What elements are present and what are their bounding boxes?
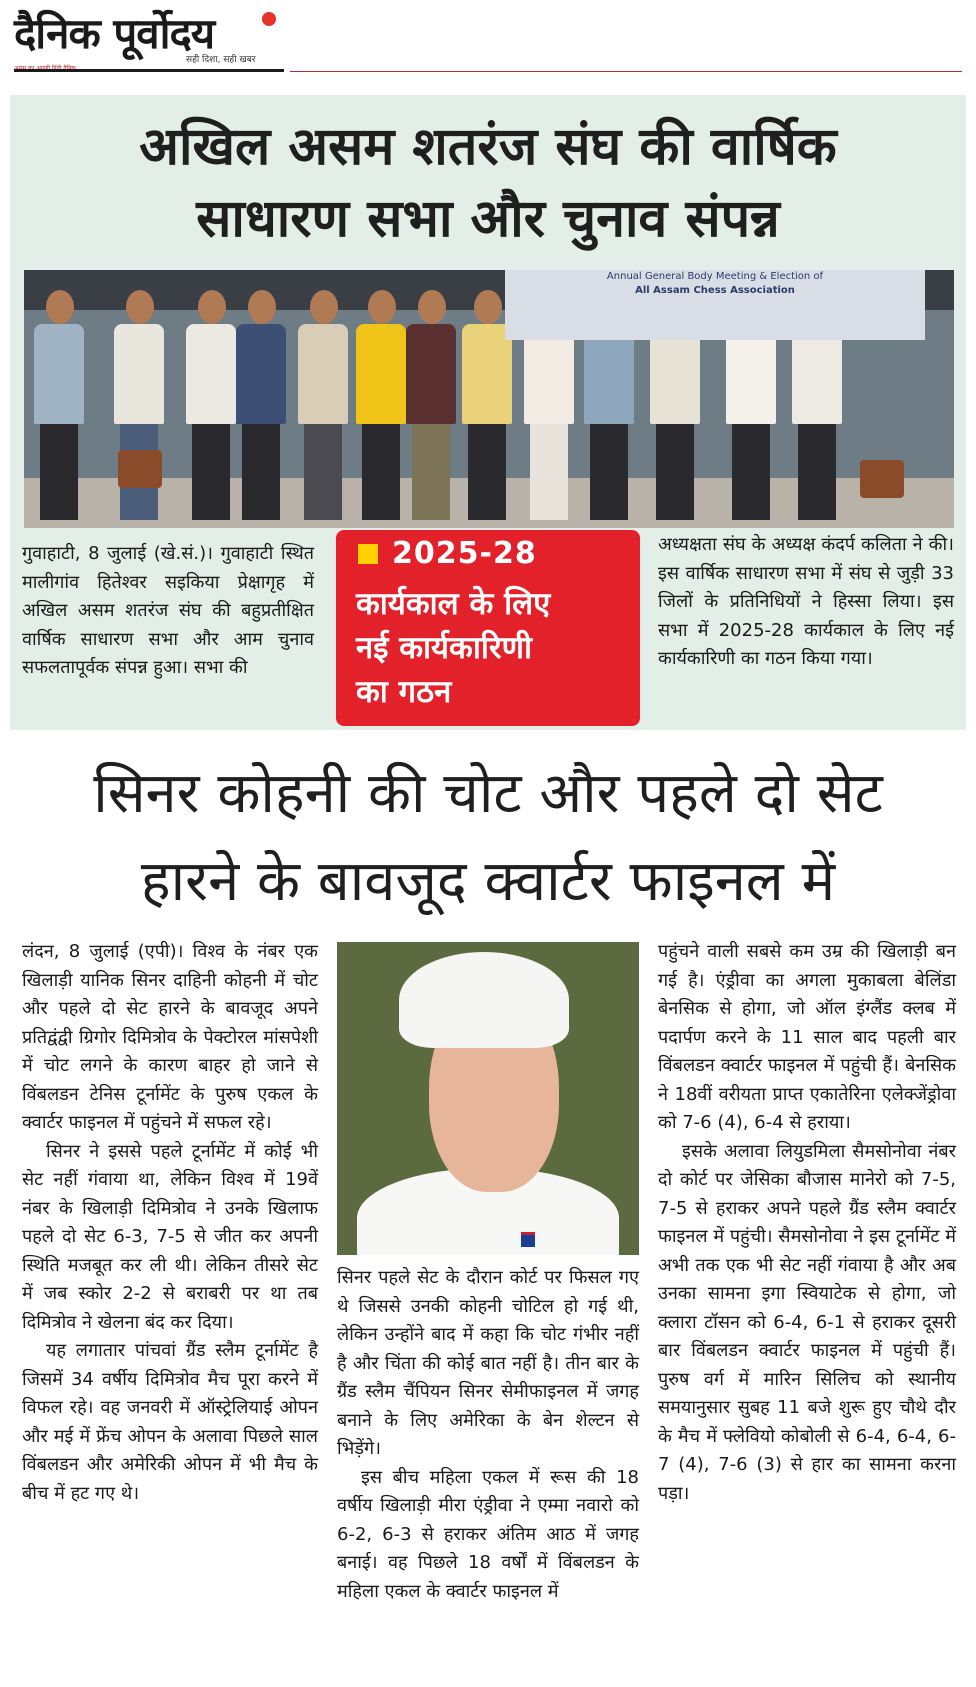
photo-cap [399,952,569,1048]
highlight-square-icon [358,544,378,564]
masthead-rule [14,69,284,72]
photo-bag [860,460,904,498]
highlight-line3: का गठन [356,674,452,710]
tennis-paragraph: सिनर पहले सेट के दौरान कोर्ट पर फिसल गए थे जिससे उनकी कोहनी चोटिल हो गई थी, लेकिन उन्होंने बाद में कहा कि चोट गंभीर नहीं है और चिंता की कोई बात नहीं है। तीन बार के ग्रैंड स्लैम चैंपियन सिनर सेमीफाइनल में जगह बनाने के लिए अमेरिका के बेन शेल्टन से भिड़ेंगे। [337,1267,639,1459]
shirt-logo-icon [521,1232,535,1247]
highlight-line2: नई कार्यकारिणी [356,630,533,666]
tennis-paragraph: लंदन, 8 जुलाई (एपी)। विश्व के नंबर एक खिलाड़ी यानिक सिनर दाहिनी कोहनी में चोट और पहले दो सेट हारने के बावजूद अपने प्रतिद्वंद्वी ग्रिगोर दिमित्रोव के पेक्टोरल मांसपेशी में चोट लगने के कारण बाहर हो जाने से विंबलडन टेनिस टूर्नामेंट के पुरुष एकल के क्वार्टर फाइनल में पहुंचने में सफल रहे। [22,941,318,1133]
highlight-line1: कार्यकाल के लिए [356,586,551,622]
tennis-paragraph: इस बीच महिला एकल में रूस की 18 वर्षीय खिलाड़ी मीरा एंड्रीवा ने एम्मा नवारो को 6-2, 6-3 से हराकर अंतिम आठ में जगह बनाई। वह पिछले 18 वर्षों में विंबलडन के महिला एकल के क्वार्टर फाइनल में [337,1466,639,1602]
tennis-paragraph: यह लगातार पांचवां ग्रैंड स्लैम टूर्नामेंट है जिसमें 34 वर्षीय दिमित्रोव मैच पूरा करने में विफल रहे। वह जनवरी में ऑस्ट्रेलियाई ओपन और मई में फ्रेंच ओपन के अलावा पिछले साल विंबलडन और अमेरिकी ओपन में भी मैच के बीच में हट गए थे। [22,1340,318,1504]
tennis-headline-line1: सिनर कोहनी की चोट और पहले दो सेट [93,761,883,826]
photo-person [234,290,288,520]
newspaper-title: दैनिक पूर्वोदय [14,9,215,58]
masthead [0,0,976,74]
chess-text-3: अध्यक्षता संघ के अध्यक्ष कंदर्प कलिता ने की। इस वार्षिक साधारण सभा में संघ से जुड़ी 33 जिलों के प्रतिनिधियों ने हिस्सा लिया। इस सभा में 2025-28 कार्यकाल के लिए नई कार्यकारिणी का गठन किया गया। [658,534,954,669]
chess-headline-line1: अखिल असम शतरंज संघ की वार्षिक [139,117,837,177]
masthead-divider [290,71,962,72]
photo-person [296,290,350,520]
tennis-column-1 [22,938,318,1508]
highlight-year: 2025-28 [392,536,537,571]
photo-person [32,290,86,520]
photo-person [404,290,458,520]
tennis-paragraph: सिनर ने इससे पहले टूर्नामेंट में कोई भी सेट नहीं गंवाया था, लेकिन विश्व में 19वें नंबर के खिलाड़ी दिमित्रोव ने उनके खिलाफ पहले दो सेट 6-3, 7-5 से जीत कर अपनी स्थिति मजबूत कर ली थी। लेकिन तीसरे सेट में जब स्कोर 2-2 से बराबरी पर था तब दिमित्रोव ने खेलना बंद कर दिया। [22,1140,318,1333]
photo-person [184,290,238,520]
chess-headline-line2: साधारण सभा और चुनाव संपन्न [196,189,780,249]
chess-column-3 [658,531,954,674]
sinner-photo [337,942,639,1255]
tennis-paragraph: इसके अलावा लियुडमिला सैमसोनोवा नंबर दो कोर्ट पर जेसिका बौजास मानेरो को 7-5, 7-5 से हराकर अपने पहले ग्रैंड स्लैम क्वार्टर फाइनल में पहुंची। सैमसोनोवा ने इस टूर्नामेंट में अभी तक एक भी सेट नहीं गंवाया है और अब उनका सामना इगा स्वियाटेक से होगा, जो क्लारा टॉसन को 6-4, 6-1 से हराकर दूसरी बार विंबलडन क्वार्टर फाइनल में पहुंची हैं। पुरुष वर्ग में मारिन सिलिच को स्थानीय समयानुसार सुबह 11 बजे शुरू हुए चौथे दौर के मैच में फ्लेवियो कोबोली से 6-4, 6-4, 6-7 (4), 7-6 (3) से हार का सामना करना पड़ा। [658,1140,956,1504]
tennis-headline-line2: हारने के बावजूद क्वार्टर फाइनल में [140,849,836,914]
highlight-box [336,530,640,726]
photo-person [354,290,408,520]
tennis-column-2 [337,1264,639,1606]
banner-line: Annual General Body Meeting & Election of [606,271,824,282]
newspaper-tagline: सही दिशा, सही खबर [186,55,256,65]
photo-bag [118,450,162,488]
chess-column-1 [22,540,314,683]
tennis-column-3 [658,938,956,1508]
masthead-dot-icon [262,12,276,26]
photo-event-banner [505,270,925,340]
chess-text-1: गुवाहाटी, 8 जुलाई (खे.सं.)। गुवाहाटी स्थित मालीगांव हितेश्वर सइकिया प्रेक्षागृह में अखिल असम शतरंज संघ की बहुप्रतीक्षित वार्षिक साधारण सभा और आम चुनाव सफलतापूर्वक संपन्न हुआ। सभा की [22,543,314,678]
banner-line: All Assam Chess Association [635,285,795,296]
tennis-paragraph: पहुंचने वाली सबसे कम उम्र की खिलाड़ी बन गई है। एंड्रीवा का अगला मुकाबला बेलिंडा बेनसिक से होगा, जो ऑल इंग्लैंड क्लब में पदार्पण करने के 11 साल बाद पहली बार विंबलडन क्वार्टर फाइनल में पहुंची हैं। बेनसिक ने 18वीं वरीयता प्राप्त एकातेरिना एलेक्जेंड्रोवा को 7-6 (4), 6-4 से हराया। [658,941,956,1133]
